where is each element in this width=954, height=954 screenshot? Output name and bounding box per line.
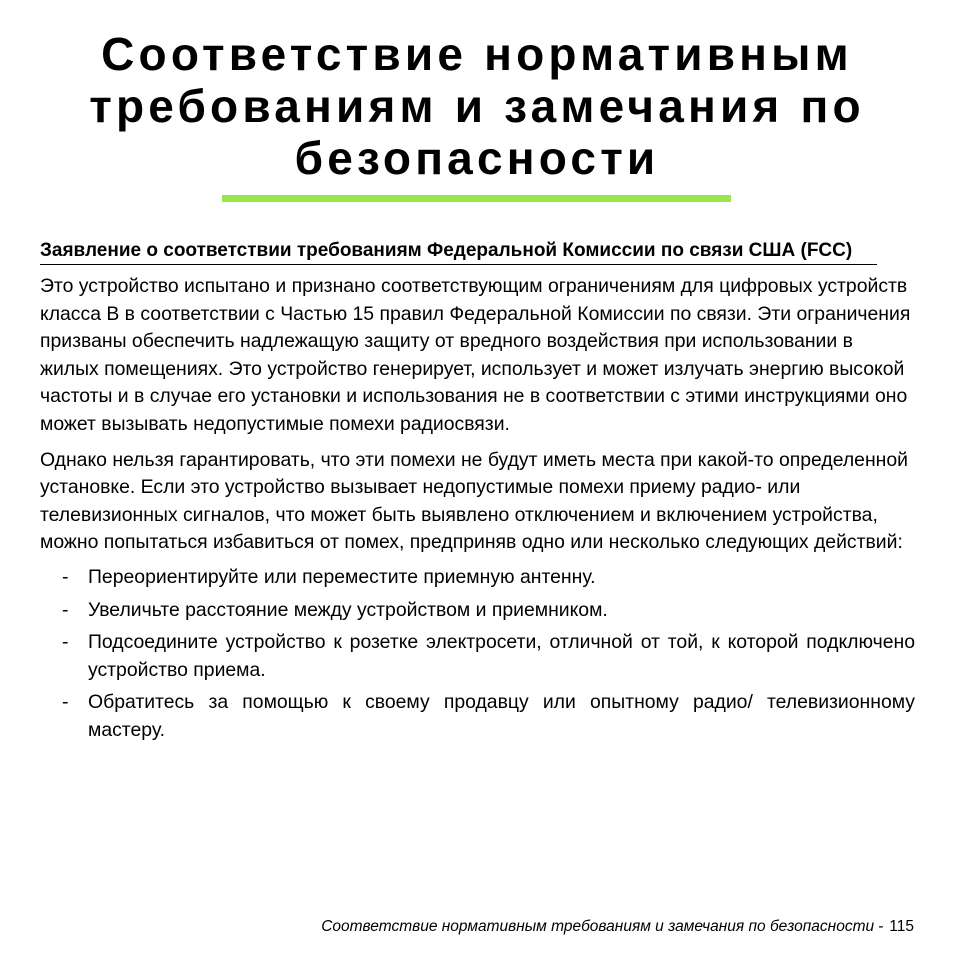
list-item-text: Увеличьте расстояние между устройством и приемником. bbox=[88, 598, 608, 621]
footer-title: Соответствие нормативным требованиям и замечания по безопасности bbox=[321, 918, 875, 935]
bullet-dash: - bbox=[62, 691, 69, 714]
list-item bbox=[40, 629, 915, 684]
list-item bbox=[40, 689, 915, 744]
page-number: 115 bbox=[889, 918, 914, 935]
action-list bbox=[40, 564, 915, 745]
section-heading: Заявление о соответствии требованиям Федеральной Комиссии по связи США (FCC) bbox=[40, 237, 877, 265]
bullet-dash: - bbox=[62, 598, 69, 621]
fcc-section bbox=[40, 237, 915, 750]
bullet-dash: - bbox=[62, 565, 69, 588]
footer-separator: - bbox=[878, 918, 884, 935]
page-footer bbox=[321, 917, 914, 937]
list-item bbox=[40, 597, 915, 625]
list-item bbox=[40, 564, 915, 592]
paragraph-2: Однако нельзя гарантировать, что эти помехи не будут иметь места при какой-то определенной установке. Если это устройство вызывает недопустимые помехи приему радио- или телевизионных сигналов, что может быть выявлено отключением и включением устройства, можно попытаться избавиться от помех, предприняв одно или несколько следующих действий: bbox=[40, 448, 908, 554]
paragraph-1: Это устройство испытано и признано соответствующим ограничениям для цифровых устройств класса B в соответствии с Частью 15 правил Федеральной Комиссии по связи. Эти ограничения призваны обеспечить надлежащую защиту от вредного воздействия при использовании в жилых помещениях. Это устройство генерирует, использует и может излучать энергию высокой частоты и в случае его установки и использования не в соответствии с этими инструкциями оно может вызывать недопустимые помехи радиосвязи. bbox=[40, 275, 911, 435]
list-item-text: Переориентируйте или переместите приемную антенну. bbox=[88, 565, 596, 588]
bullet-dash: - bbox=[62, 631, 69, 654]
list-item-text: Подсоедините устройство к розетке электросети, отличной от той, к которой подключено устройство приема. bbox=[88, 631, 915, 681]
title-underline bbox=[222, 195, 731, 202]
page-title: Соответствие нормативным требованиям и замечания по безопасности bbox=[89, 28, 865, 184]
list-item-text: Обратитесь за помощью к своему продавцу или опытному радио/ телевизионному мастеру. bbox=[88, 691, 915, 741]
